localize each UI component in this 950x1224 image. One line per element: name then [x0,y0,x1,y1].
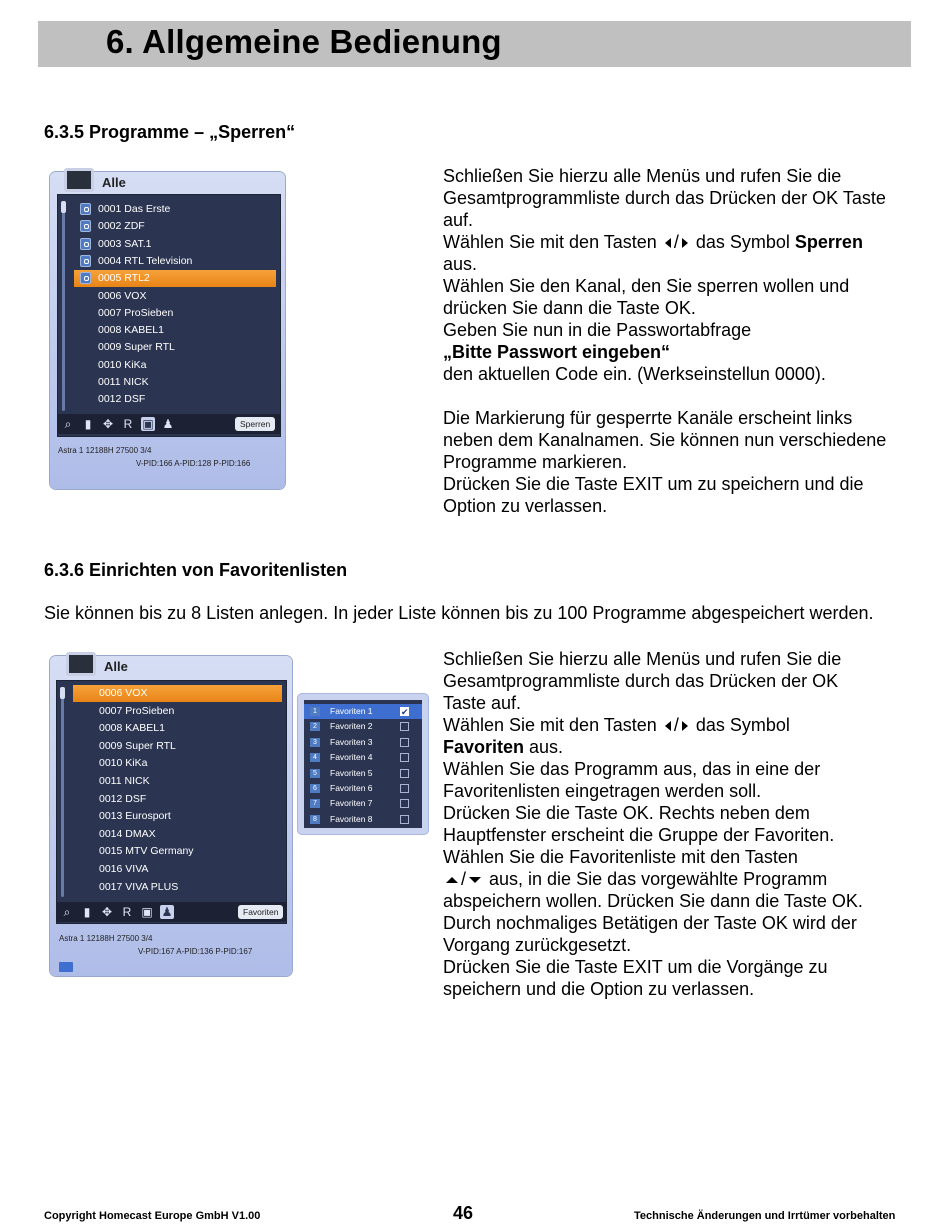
favorite-number-icon: 6 [310,784,320,793]
tv-screenshot-favorites [50,656,292,976]
text-line: aus. [443,254,478,274]
lock-icon [80,220,91,232]
text-line [443,714,923,736]
channel-row [73,773,282,790]
lock-icon [80,272,91,284]
text-line: Schließen Sie hierzu alle Menüs und rufen Sie die [443,166,842,186]
channel-row [74,270,276,287]
text-fragment: / [461,869,467,889]
lock-icon [80,203,91,215]
text-fragment: das Symbol [695,715,790,735]
section-heading-lock: 6.3.5 Programme – „Sperren“ [44,122,296,142]
channel-name: 0006 VOX [99,687,148,699]
channel-name: 0014 DMAX [99,827,156,840]
channel-name: 0006 VOX [98,289,147,302]
scrollbar [62,201,65,411]
section-intro: Sie können bis zu 8 Listen anlegen. In jeder Liste können bis zu 100 Programme abgespeichert werden. [44,603,874,623]
text-fragment: aus, in die Sie das vorgewählte Programm [484,869,828,889]
channel-row [74,391,276,408]
left-arrow-icon [665,238,671,248]
lock-icon [80,255,91,267]
channel-row [73,861,282,878]
favorite-number-icon: 1 [310,707,320,716]
move-icon: ✥ [102,417,114,431]
text-line: den aktuellen Code ein. (Werkseinstellun 0000). [443,364,826,384]
text-fragment: / [673,715,679,735]
channel-name: 0001 Das Erste [98,203,171,215]
channel-row [74,253,276,270]
channel-row [73,685,282,702]
favorite-number-icon: 3 [310,738,320,747]
tv-header-label: Alle [104,659,128,674]
scrollbar [61,687,64,897]
favorite-checkbox [400,707,409,716]
trash-icon: ▮ [84,417,92,431]
channel-name: 0016 VIVA [99,863,149,875]
channel-row [73,826,282,843]
favorite-list-label: Favoriten 7 [330,798,373,809]
channel-name: 0003 SAT.1 [98,237,152,250]
favorites-list [304,700,422,828]
text-line: Geben Sie nun in die Passwortabfrage [443,320,752,340]
channel-name: 0009 Super RTL [99,739,176,752]
favorite-checkbox [400,738,409,747]
text-line: Durch nochmaliges Betätigen der Taste OK wird der [443,913,857,933]
favorite-list-row [304,719,422,734]
favorite-icon: ♟ [162,417,174,431]
right-arrow-icon [682,721,688,731]
transponder-info: Astra 1 12188H 27500 3/4 [59,934,153,943]
favorite-list-row [304,796,422,811]
channel-row [74,374,276,391]
favorite-list-label: Favoriten 2 [330,721,373,732]
text-fragment: aus. [524,737,564,757]
channel-row [74,305,276,322]
text-fragment: / [673,232,679,252]
search-icon: ⌕ [63,905,71,919]
text-line: Wählen Sie den Kanal, den Sie sperren wollen und [443,276,850,296]
page-number: 46 [453,1203,474,1223]
favorite-list-label: Favoriten 8 [330,813,373,824]
tv-screenshot-lock [50,172,285,489]
rename-icon: R [122,905,132,919]
down-arrow-icon [469,877,481,883]
favorite-checkbox [400,784,409,793]
channel-name: 0004 RTL Television [98,254,193,267]
channel-name: 0007 ProSieben [98,306,174,319]
lock-button: Sperren [235,417,275,431]
favorite-list-label: Favoriten 4 [330,752,373,763]
channel-name: 0007 ProSieben [99,704,175,717]
text-line: speichern und die Option zu verlassen. [443,979,755,999]
channel-name: 0010 KiKa [98,358,147,371]
favorite-number-icon: 2 [310,722,320,731]
channel-name: 0013 Eurosport [99,810,171,823]
channel-row [74,218,276,235]
channel-name: 0008 KABEL1 [98,324,164,337]
favorites-button: Favoriten [238,905,283,919]
rename-icon: R [123,417,133,431]
favorite-list-label: Favoriten 5 [330,767,373,778]
text-line: auf. [443,210,474,230]
channel-row [73,808,282,825]
text-line-bold: „Bitte Passwort eingeben“ [443,342,671,362]
favorite-list-row [304,812,422,827]
tv-icon [64,168,94,192]
text-line: Wählen Sie das Programm aus, das in eine der [443,759,821,779]
text-line: Schließen Sie hierzu alle Menüs und rufen Sie die [443,649,842,669]
trash-icon: ▮ [83,905,91,919]
text-line: abspeichern wollen. Drücken Sie dann die Taste OK. [443,891,863,911]
favorite-list-label: Favoriten 1 [330,706,373,716]
channel-row [73,738,282,755]
channel-name: 0009 Super RTL [98,341,175,354]
text-line: Drücken Sie die Taste OK. Rechts neben dem [443,803,810,823]
favorites-panel [298,694,428,834]
section-636-text [443,648,923,1000]
lock-icon: ▣ [142,417,154,431]
favorite-number-icon: 8 [310,815,320,824]
text-line: Die Markierung für gesperrte Kanäle erscheint links [443,408,853,428]
tv-header-label: Alle [102,175,126,190]
favorite-list-label: Favoriten 6 [330,783,373,793]
channel-name: 0002 ZDF [98,220,145,233]
channel-row [73,791,282,808]
text-line [443,736,923,758]
favorite-list-row [304,781,422,796]
search-icon: ⌕ [64,417,72,431]
channel-row [74,201,276,218]
channel-row [73,720,282,737]
text-line: Programme markieren. [443,452,628,472]
text-line: Option zu verlassen. [443,496,608,516]
channel-name: 0011 NICK [99,775,150,787]
pid-info: V-PID:166 A-PID:128 P-PID:166 [136,459,251,468]
channel-name: 0011 NICK [98,376,149,388]
favorite-list-label: Favoriten 3 [330,736,373,747]
footer-copyright: Copyright Homecast Europe GmbH V1.00 [44,1210,261,1222]
text-line: neben dem Kanalnamen. Sie können nun verschiedene [443,430,887,450]
channel-name: 0015 MTV Germany [99,845,194,858]
favorite-checkbox [400,753,409,762]
channel-name: 0008 KABEL1 [99,722,165,735]
text-line: Favoritenlisten eingetragen werden soll. [443,781,762,801]
transponder-info: Astra 1 12188H 27500 3/4 [58,446,152,455]
text-line: Gesamtprogrammliste durch das Drücken der OK [443,671,839,691]
tv-icon [66,652,96,676]
favorite-list-row [304,735,422,750]
text-line: Wählen Sie die Favoritenliste mit den Tasten [443,847,798,867]
channel-name: 0010 KiKa [99,757,148,770]
favorite-checkbox [400,815,409,824]
channel-row [73,843,282,860]
favorite-number-icon: 4 [310,753,320,762]
channel-name: 0012 DSF [99,792,147,805]
footer-disclaimer: Technische Änderungen und Irrtümer vorbehalten [634,1210,896,1222]
channel-row [73,703,282,720]
channel-name: 0012 DSF [98,393,146,406]
channel-name: 0005 RTL2 [98,272,150,285]
favorite-list-row [304,766,422,781]
favorite-checkbox [400,799,409,808]
tv-toolbar [57,414,281,434]
channel-list [56,680,287,924]
favorite-checkbox [400,769,409,778]
lock-icon: ▣ [141,905,153,919]
up-arrow-icon [446,877,458,883]
text-line: Gesamtprogrammliste durch das Drücken der OK Taste [443,188,886,208]
text-fragment: Wählen Sie mit den Tasten [443,715,657,735]
text-line: Drücken Sie die Taste EXIT um zu speichern und die [443,474,864,494]
channel-row [73,755,282,772]
channel-row [74,339,276,356]
tv-toolbar [56,902,287,922]
text-line: drücken Sie dann die Taste OK. [443,298,696,318]
folder-icon [59,962,73,972]
text-line: Hauptfenster erscheint die Gruppe der Favoriten. [443,825,835,845]
move-icon: ✥ [101,905,113,919]
text-line: Vorgang zurückgesetzt. [443,935,632,955]
channel-row [74,288,276,305]
lock-icon [80,238,91,250]
channel-list [57,194,281,437]
channel-row [73,879,282,896]
text-line [443,868,923,890]
favorite-icon: ♟ [161,905,173,919]
channel-name: 0017 VIVA PLUS [99,880,179,893]
favorite-list-row [304,750,422,765]
section-635-text [443,165,923,517]
text-line: Taste auf. [443,693,522,713]
text-fragment: das Symbol [695,232,790,252]
chapter-title: 6. Allgemeine Bedienung [106,23,502,60]
channel-row [74,357,276,374]
right-arrow-icon [682,238,688,248]
pid-info: V-PID:167 A-PID:136 P-PID:167 [138,947,253,956]
channel-row [74,322,276,339]
text-line: Drücken Sie die Taste EXIT um die Vorgänge zu [443,957,828,977]
left-arrow-icon [665,721,671,731]
favorite-checkbox [400,722,409,731]
favorite-number-icon: 7 [310,799,320,808]
section-heading-favorites: 6.3.6 Einrichten von Favoritenlisten [44,560,348,580]
favorite-list-row [304,704,422,719]
text-fragment-bold: Favoriten [443,737,525,757]
chapter-header-bar [38,21,911,67]
text-fragment-bold: Sperren [794,232,863,252]
text-fragment: Wählen Sie mit den Tasten [443,232,657,252]
text-line [443,231,923,253]
favorite-number-icon: 5 [310,769,320,778]
channel-row [74,236,276,253]
